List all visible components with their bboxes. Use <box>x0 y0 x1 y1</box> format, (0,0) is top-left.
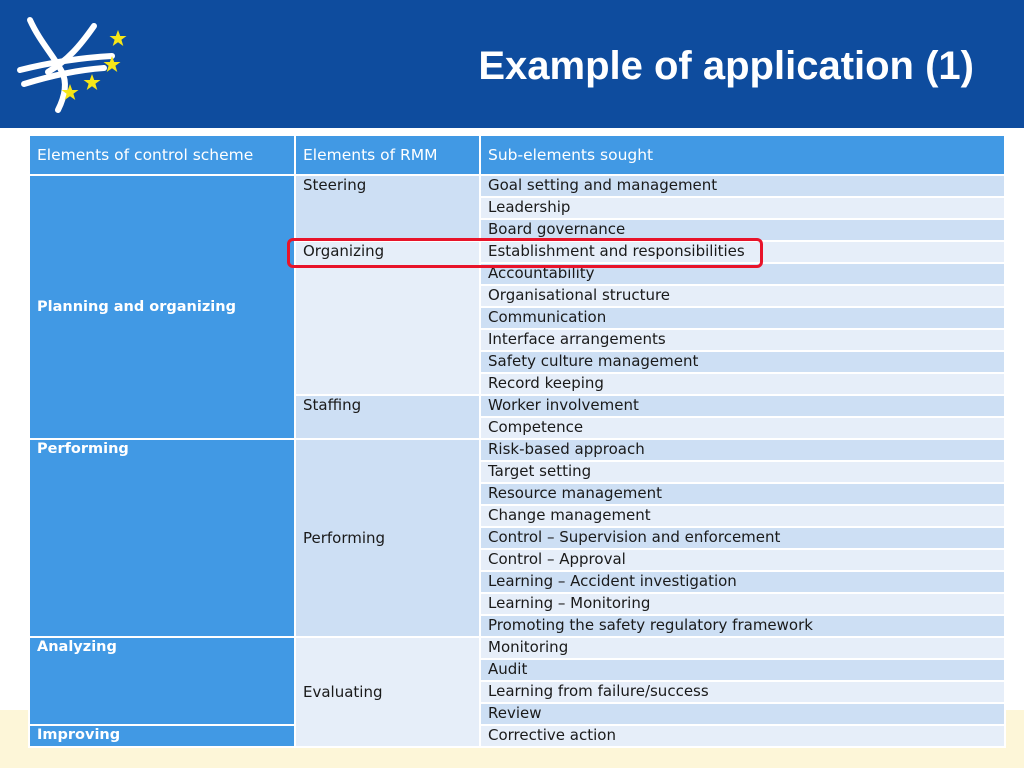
scheme-cell-performing: Performing <box>29 439 295 637</box>
sub-element-cell: Corrective action <box>480 725 1005 747</box>
sub-element-cell: Control – Supervision and enforcement <box>480 527 1005 549</box>
sub-element-cell: Goal setting and management <box>480 175 1005 197</box>
table-header-row <box>29 135 1005 175</box>
sub-element-cell: Target setting <box>480 461 1005 483</box>
column-header-rmm: Elements of RMM <box>295 135 480 175</box>
slide-title: Example of application (1) <box>478 44 974 88</box>
rmm-cell-performing: Performing <box>295 439 480 637</box>
rmm-cell-steering: Steering <box>295 175 480 241</box>
sub-element-cell: Record keeping <box>480 373 1005 395</box>
table-row <box>29 637 1005 659</box>
sub-element-cell: Competence <box>480 417 1005 439</box>
sub-element-cell: Interface arrangements <box>480 329 1005 351</box>
sub-element-cell: Review <box>480 703 1005 725</box>
scheme-cell-analyzing: Analyzing <box>29 637 295 725</box>
sub-element-cell: Accountability <box>480 263 1005 285</box>
slide-header <box>0 0 1024 128</box>
sub-element-cell: Monitoring <box>480 637 1005 659</box>
sub-element-cell: Board governance <box>480 219 1005 241</box>
rmm-cell-evaluating: Evaluating <box>295 637 480 747</box>
rmm-cell-organizing: Organizing <box>295 241 480 395</box>
scheme-cell-planning-and-organizing: Planning and organizing <box>29 175 295 439</box>
sub-element-cell: Establishment and responsibilities <box>480 241 1005 263</box>
sub-element-cell: Organisational structure <box>480 285 1005 307</box>
table-row <box>29 725 1005 747</box>
table-row <box>29 439 1005 461</box>
sub-element-cell: Safety culture management <box>480 351 1005 373</box>
column-header-control-scheme: Elements of control scheme <box>29 135 295 175</box>
sub-element-cell: Communication <box>480 307 1005 329</box>
sub-element-cell: Learning – Monitoring <box>480 593 1005 615</box>
table-row <box>29 175 1005 197</box>
application-table <box>28 134 1006 748</box>
sub-element-cell: Promoting the safety regulatory framework <box>480 615 1005 637</box>
sub-element-cell: Worker involvement <box>480 395 1005 417</box>
rmm-cell-staffing: Staffing <box>295 395 480 439</box>
sub-element-cell: Leadership <box>480 197 1005 219</box>
sub-element-cell: Learning – Accident investigation <box>480 571 1005 593</box>
sub-element-cell: Change management <box>480 505 1005 527</box>
column-header-sub-elements: Sub-elements sought <box>480 135 1005 175</box>
sub-element-cell: Learning from failure/success <box>480 681 1005 703</box>
sub-element-cell: Control – Approval <box>480 549 1005 571</box>
sub-element-cell: Risk-based approach <box>480 439 1005 461</box>
sub-element-cell: Resource management <box>480 483 1005 505</box>
scheme-cell-improving: Improving <box>29 725 295 747</box>
eu-agency-logo-icon <box>14 12 134 116</box>
sub-element-cell: Audit <box>480 659 1005 681</box>
